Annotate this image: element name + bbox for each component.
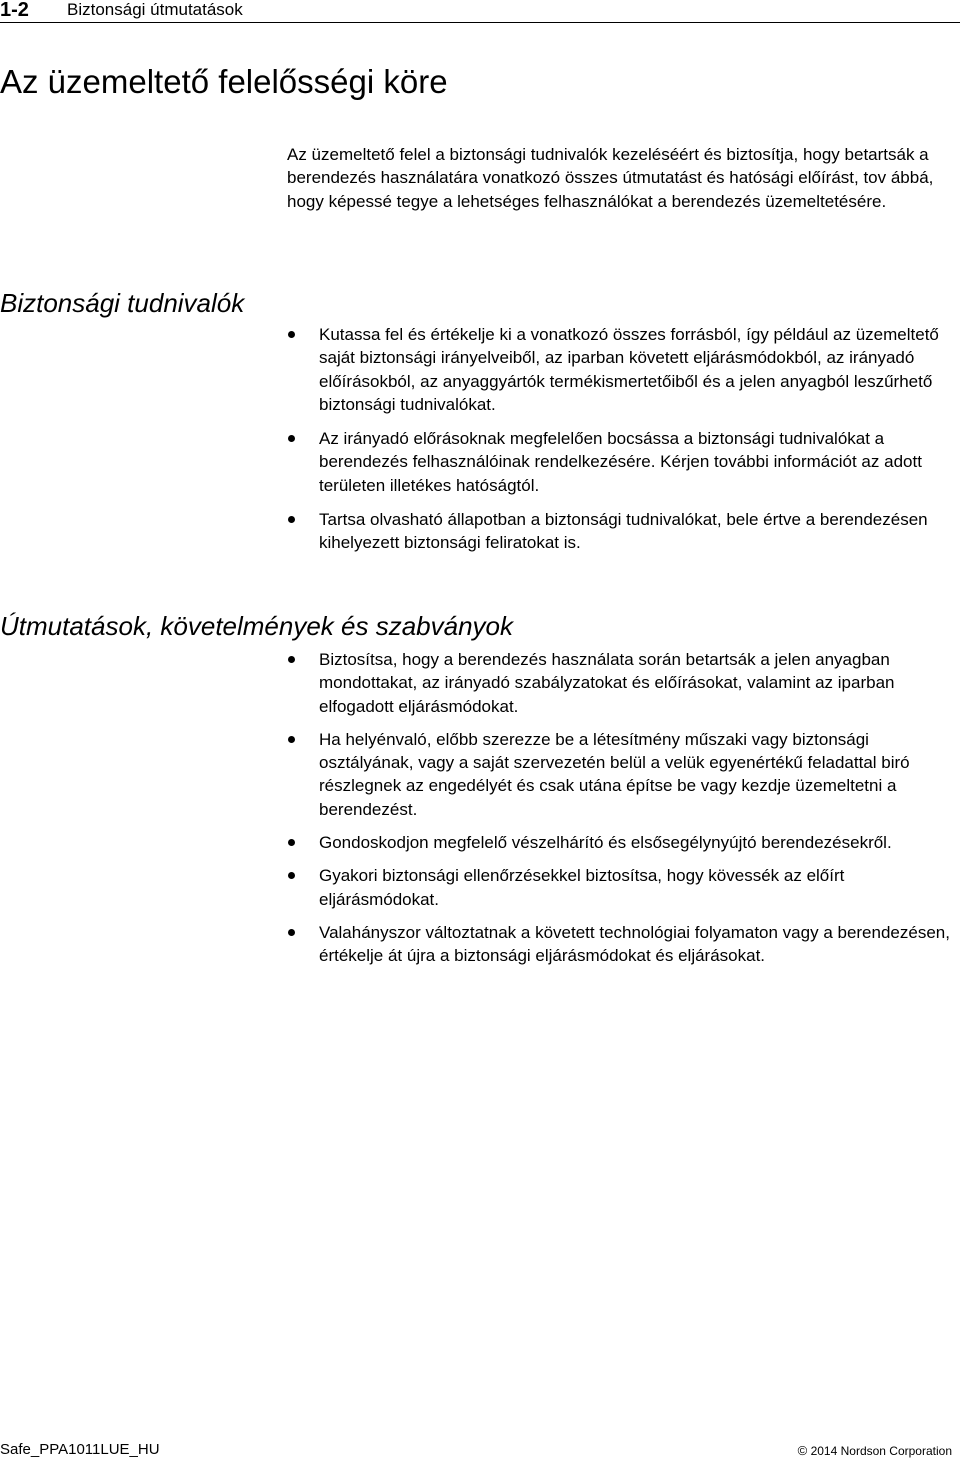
- copyright-icon: ©: [797, 1443, 808, 1458]
- page-number: 1-2: [0, 0, 29, 21]
- list-item-text: Gyakori biztonsági ellenőrzésekkel biztosítsa, hogy kövessék az előírt eljárásmódokat.: [319, 866, 845, 909]
- bullet-icon: [288, 435, 295, 442]
- bullet-icon: [288, 839, 295, 846]
- list-item-text: Gondoskodjon megfelelő vészelhárító és elsősegélynyújtó berendezésekről.: [319, 833, 892, 853]
- page-title: Az üzemeltető felelősségi köre: [0, 63, 448, 100]
- list-item-text: Tartsa olvasható állapotban a biztonsági tudnivalókat, bele értve a berendezésen kihelyezett biztonsági feliratokat is.: [319, 510, 928, 553]
- bullet-icon: [288, 929, 295, 936]
- bullet-icon: [288, 331, 295, 338]
- document-code: Safe_PPA1011LUE_HU: [0, 1441, 160, 1458]
- copyright-notice: [798, 1443, 952, 1459]
- list-item: [287, 864, 957, 911]
- list-item-text: Ha helyénvaló, előbb szerezze be a létesítmény műszaki vagy biztonsági osztályának, vagy a saját szervezetén belül a velük egyenértékű feladattal biró részlegnek az engedélyét és csak utána építse be vagy kezdje üzemeltetni a berendezést.: [319, 729, 910, 819]
- guidelines-list: [287, 648, 957, 968]
- list-item-text: Valahányszor változtatnak a követett technológiai folyamaton vagy a berendezésen, értékelje át újra a biztonsági eljárásmódokat és eljárásokat.: [319, 922, 950, 966]
- list-item: [287, 831, 957, 854]
- list-item: [287, 648, 957, 718]
- bullet-icon: [288, 736, 295, 743]
- safety-info-list: [287, 323, 957, 555]
- list-item-text: Biztosítsa, hogy a berendezés használata során betartsák a jelen anyagban mondottakat, az irányadó szabályzatokat és előírásokat, valamint az iparban elfogadott eljárásmódokat.: [319, 650, 895, 716]
- page-header: [0, 0, 960, 22]
- copyright-text: 2014 Nordson Corporation: [810, 1444, 952, 1458]
- running-title: Biztonsági útmutatások: [67, 0, 243, 19]
- list-item: [287, 427, 957, 497]
- header-divider: [0, 22, 960, 23]
- list-item: [287, 921, 957, 968]
- bullet-icon: [288, 656, 295, 663]
- section-heading-safety-info: Biztonsági tudnivalók: [0, 288, 245, 318]
- bullet-icon: [288, 516, 295, 523]
- bullet-icon: [288, 872, 295, 879]
- list-item: [287, 508, 957, 555]
- intro-paragraph: Az üzemeltető felel a biztonsági tudnivalók kezeléséért és biztosítja, hogy betartsák a berendezés használatára vonatkozó összes útmutatást és hatósági előírást, tov ábbá, hogy képessé tegye a lehetséges felhasználókat a berendezés üzemeltetésére.: [287, 145, 934, 211]
- list-item-text: Kutassa fel és értékelje ki a vonatkozó összes forrásból, így például az üzemeltető saját biztonsági irányelveiből, az iparban követett eljárásmódokból, az irányadó előírásokból, az anyaggyártók termékismertetőiből és a jelen anyagból leszűrhető biztonsági tudnivalókat.: [319, 325, 939, 414]
- section-heading-guidelines: Útmutatások, követelmények és szabványok: [0, 611, 514, 641]
- list-item: [287, 323, 957, 416]
- list-item: [287, 728, 957, 821]
- list-item-text: Az irányadó előrásoknak megfelelően bocsássa a biztonsági tudnivalókat a berendezés felhasználóinak rendelkezésére. Kérjen további információt az adott területen illetékes hatóságtól.: [319, 429, 922, 495]
